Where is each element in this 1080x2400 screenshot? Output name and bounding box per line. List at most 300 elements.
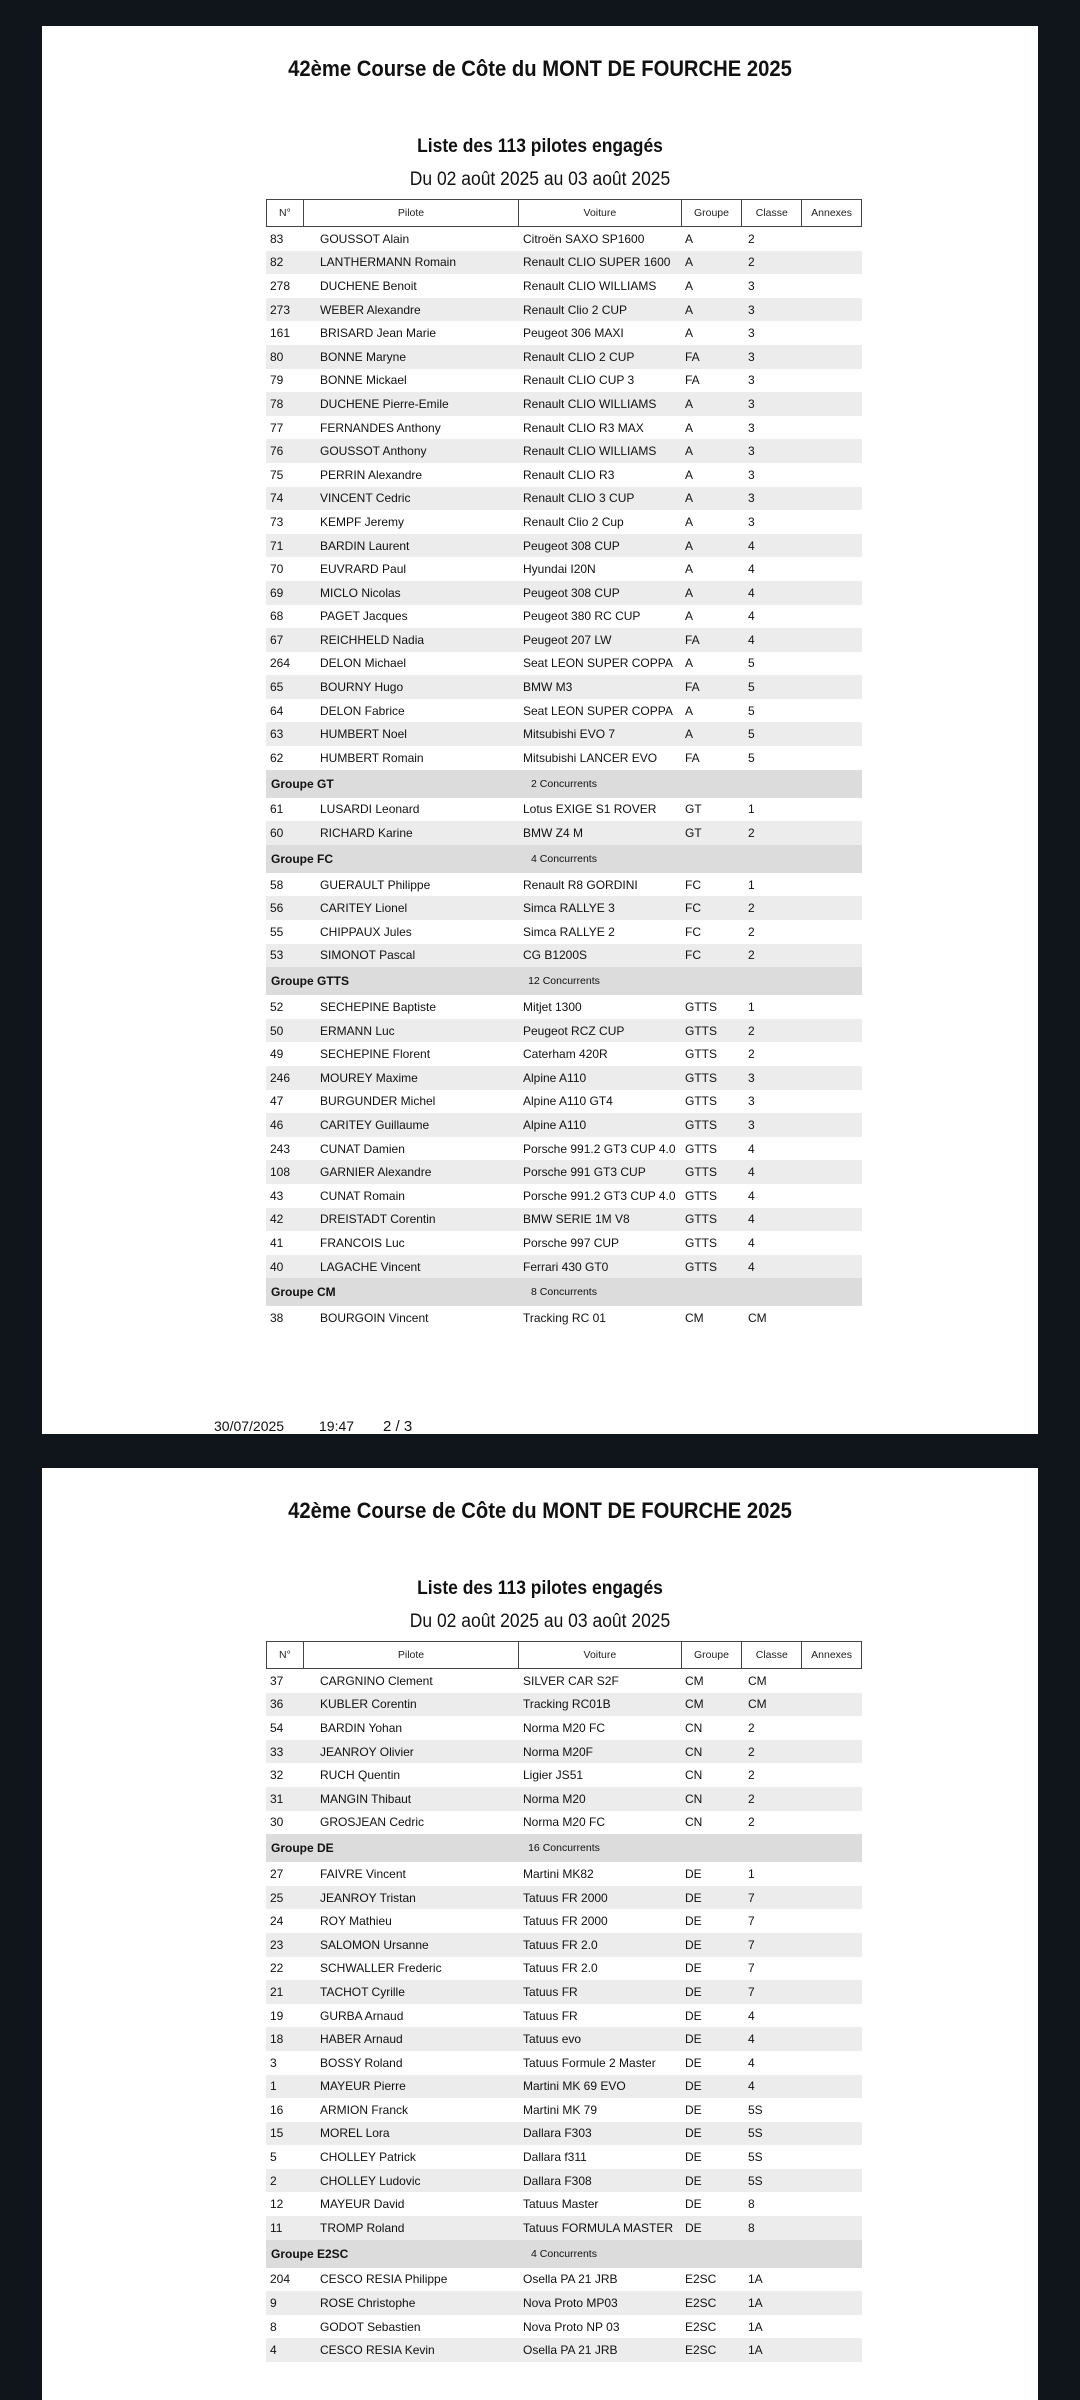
cell-groupe: GTTS <box>685 1000 717 1015</box>
cell-classe: 2 <box>748 826 755 841</box>
cell-num: 46 <box>270 1117 284 1132</box>
table-row <box>266 1231 862 1255</box>
group-label: Groupe DE <box>271 1841 334 1856</box>
header-classe: Classe <box>742 1642 802 1668</box>
table-row <box>266 995 862 1019</box>
cell-voiture: Alpine A110 <box>523 1070 587 1085</box>
cell-voiture: Tracking RC01B <box>523 1697 611 1712</box>
cell-pilote: JEANROY Tristan <box>320 1890 416 1905</box>
cell-groupe: CN <box>685 1768 703 1783</box>
cell-num: 70 <box>270 562 284 577</box>
footer-time: 19:47 <box>319 1418 355 1434</box>
cell-pilote: HUMBERT Romain <box>320 750 424 765</box>
table-row <box>266 463 862 487</box>
table-row <box>266 2075 862 2099</box>
header-groupe: Groupe <box>682 200 743 226</box>
cell-groupe: A <box>685 396 694 411</box>
header-groupe: Groupe <box>682 1642 743 1668</box>
cell-classe: 2 <box>748 924 755 939</box>
cell-groupe: CN <box>685 1815 703 1830</box>
table-row <box>266 2098 862 2122</box>
cell-voiture: Renault CLIO WILLIAMS <box>523 396 657 411</box>
cell-groupe: CN <box>685 1744 703 1759</box>
cell-classe: 2 <box>748 1815 755 1830</box>
cell-classe: CM <box>748 1311 767 1326</box>
table-row <box>266 746 862 770</box>
cell-pilote: BOURNY Hugo <box>320 680 404 695</box>
cell-num: 1 <box>270 2079 277 2094</box>
cell-pilote: RUCH Quentin <box>320 1768 401 1783</box>
group-header <box>266 845 862 873</box>
cell-classe: 5S <box>748 2173 763 2188</box>
table-row <box>266 1306 862 1330</box>
cell-classe: 4 <box>748 632 755 647</box>
cell-pilote: REICHHELD Nadia <box>320 632 425 647</box>
cell-pilote: PAGET Jacques <box>320 609 408 624</box>
cell-num: 54 <box>270 1720 284 1735</box>
cell-pilote: HABER Arnaud <box>320 2032 403 2047</box>
cell-groupe: DE <box>685 1866 702 1881</box>
cell-voiture: Renault CLIO 2 CUP <box>523 349 635 364</box>
cell-num: 73 <box>270 514 284 529</box>
group-label: Groupe FC <box>271 851 333 866</box>
cell-voiture: Simca RALLYE 2 <box>523 924 615 939</box>
list-title: Liste des 113 pilotes engagés <box>417 136 663 157</box>
cell-num: 69 <box>270 585 284 600</box>
cell-voiture: Norma M20F <box>523 1744 594 1759</box>
footer-page-number: 2 / 3 <box>383 1418 413 1435</box>
cell-num: 33 <box>270 1744 284 1759</box>
cell-groupe: DE <box>685 1914 702 1929</box>
cell-classe: 2 <box>748 948 755 963</box>
entrants-table <box>266 1641 862 2362</box>
cell-voiture: Porsche 991.2 GT3 CUP 4.0 <box>523 1141 676 1156</box>
table-row <box>266 345 862 369</box>
entrants-table <box>266 199 862 1330</box>
cell-classe: 3 <box>748 326 755 341</box>
table-row <box>266 1763 862 1787</box>
cell-pilote: HUMBERT Noel <box>320 727 407 742</box>
cell-num: 68 <box>270 609 284 624</box>
cell-voiture: Tatuus FR <box>523 1984 578 1999</box>
cell-classe: 5S <box>748 2102 763 2117</box>
cell-num: 78 <box>270 396 284 411</box>
table-row <box>266 873 862 897</box>
cell-num: 77 <box>270 420 284 435</box>
table-row <box>266 2268 862 2292</box>
table-row <box>266 581 862 605</box>
cell-groupe: GTTS <box>685 1023 717 1038</box>
cell-voiture: Renault R8 GORDINI <box>523 877 638 892</box>
cell-pilote: SALOMON Ursanne <box>320 1937 429 1952</box>
cell-voiture: Renault CLIO WILLIAMS <box>523 278 657 293</box>
cell-classe: 1 <box>748 802 755 817</box>
cell-pilote: BURGUNDER Michel <box>320 1094 436 1109</box>
group-label: Groupe CM <box>271 1285 336 1300</box>
cell-classe: 2 <box>748 1744 755 1759</box>
cell-pilote: ROSE Christophe <box>320 2296 416 2311</box>
cell-num: 65 <box>270 680 284 695</box>
cell-groupe: GTTS <box>685 1188 717 1203</box>
cell-groupe: FA <box>685 373 700 388</box>
cell-voiture: Nova Proto NP 03 <box>523 2319 620 2334</box>
cell-voiture: Martini MK82 <box>523 1866 594 1881</box>
table-body <box>266 1669 862 2362</box>
cell-pilote: PERRIN Alexandre <box>320 467 423 482</box>
cell-groupe: GTTS <box>685 1212 717 1227</box>
cell-num: 19 <box>270 2008 284 2023</box>
header-classe: Classe <box>742 200 802 226</box>
cell-voiture: Peugeot 207 LW <box>523 632 612 647</box>
cell-groupe: E2SC <box>685 2296 717 2311</box>
cell-pilote: BOSSY Roland <box>320 2055 403 2070</box>
cell-classe: 3 <box>748 302 755 317</box>
cell-pilote: CARGNINO Clement <box>320 1673 433 1688</box>
cell-pilote: LANTHERMANN Romain <box>320 255 457 270</box>
group-count: 4 Concurrents <box>531 852 597 865</box>
table-row <box>266 1255 862 1279</box>
cell-classe: 2 <box>748 1023 755 1038</box>
group-label: Groupe GT <box>271 776 334 791</box>
cell-groupe: E2SC <box>685 2319 717 2334</box>
cell-num: 246 <box>270 1070 291 1085</box>
cell-groupe: A <box>685 585 694 600</box>
cell-classe: 3 <box>748 349 755 364</box>
cell-num: 62 <box>270 750 284 765</box>
cell-groupe: A <box>685 444 694 459</box>
cell-classe: 4 <box>748 609 755 624</box>
table-row <box>266 1886 862 1910</box>
cell-groupe: FC <box>685 901 701 916</box>
table-header <box>266 1641 862 1669</box>
table-row <box>266 2216 862 2240</box>
cell-voiture: Martini MK 79 <box>523 2102 598 2117</box>
cell-voiture: Renault CLIO R3 MAX <box>523 420 644 435</box>
cell-classe: 2 <box>748 1047 755 1062</box>
cell-classe: 4 <box>748 1141 755 1156</box>
cell-pilote: ARMION Franck <box>320 2102 409 2117</box>
table-row <box>266 439 862 463</box>
table-row <box>266 2192 862 2216</box>
cell-classe: 7 <box>748 1937 755 1952</box>
cell-voiture: Citroën SAXO SP1600 <box>523 231 645 246</box>
cell-classe: CM <box>748 1697 767 1712</box>
cell-groupe: DE <box>685 2032 702 2047</box>
cell-voiture: Lotus EXIGE S1 ROVER <box>523 802 657 817</box>
cell-pilote: DELON Michael <box>320 656 407 671</box>
group-count: 8 Concurrents <box>531 1286 597 1299</box>
cell-voiture: Peugeot RCZ CUP <box>523 1023 625 1038</box>
cell-pilote: FERNANDES Anthony <box>320 420 441 435</box>
table-body <box>266 227 862 1330</box>
table-row <box>266 1042 862 1066</box>
cell-voiture: Peugeot 308 CUP <box>523 585 620 600</box>
cell-groupe: CM <box>685 1697 704 1712</box>
cell-groupe: DE <box>685 2220 702 2235</box>
cell-classe: 4 <box>748 2079 755 2094</box>
cell-num: 278 <box>270 278 291 293</box>
cell-pilote: CUNAT Damien <box>320 1141 405 1156</box>
cell-num: 11 <box>270 2220 283 2235</box>
cell-voiture: Mitjet 1300 <box>523 1000 582 1015</box>
list-title: Liste des 113 pilotes engagés <box>417 1578 663 1599</box>
cell-num: 82 <box>270 255 284 270</box>
cell-groupe: A <box>685 420 694 435</box>
table-row <box>266 2145 862 2169</box>
cell-groupe: CN <box>685 1720 703 1735</box>
header-voiture: Voiture <box>519 1642 681 1668</box>
cell-num: 36 <box>270 1697 284 1712</box>
cell-classe: 4 <box>748 1188 755 1203</box>
table-row <box>266 1693 862 1717</box>
table-row <box>266 1933 862 1957</box>
cell-num: 50 <box>270 1023 284 1038</box>
cell-pilote: MOREL Lora <box>320 2126 390 2141</box>
cell-voiture: Dallara f311 <box>523 2150 587 2165</box>
cell-num: 273 <box>270 302 291 317</box>
table-row <box>266 487 862 511</box>
cell-pilote: BOURGOIN Vincent <box>320 1311 429 1326</box>
cell-pilote: MANGIN Thibaut <box>320 1791 412 1806</box>
cell-voiture: Norma M20 FC <box>523 1815 606 1830</box>
cell-voiture: BMW M3 <box>523 680 573 695</box>
cell-voiture: Hyundai I20N <box>523 562 596 577</box>
cell-groupe: FA <box>685 632 700 647</box>
cell-groupe: FC <box>685 877 701 892</box>
cell-classe: 7 <box>748 1890 755 1905</box>
cell-classe: 1A <box>748 2343 763 2358</box>
table-row <box>266 1669 862 1693</box>
cell-groupe: A <box>685 326 694 341</box>
table-row <box>266 1909 862 1933</box>
table-row <box>266 896 862 920</box>
cell-classe: 5 <box>748 680 755 695</box>
cell-groupe: E2SC <box>685 2343 717 2358</box>
cell-num: 32 <box>270 1768 284 1783</box>
cell-classe: 3 <box>748 514 755 529</box>
cell-classe: 5 <box>748 703 755 718</box>
cell-classe: 4 <box>748 2008 755 2023</box>
table-row <box>266 798 862 822</box>
cell-voiture: Tatuus Master <box>523 2197 599 2212</box>
table-row <box>266 2291 862 2315</box>
cell-classe: 1 <box>748 1000 755 1015</box>
table-row <box>266 1208 862 1232</box>
cell-groupe: DE <box>685 2079 702 2094</box>
cell-num: 40 <box>270 1259 284 1274</box>
cell-pilote: BONNE Mickael <box>320 373 407 388</box>
cell-voiture: Norma M20 FC <box>523 1720 606 1735</box>
cell-voiture: Dallara F303 <box>523 2126 592 2141</box>
cell-classe: 4 <box>748 562 755 577</box>
cell-num: 264 <box>270 656 291 671</box>
cell-pilote: MAYEUR Pierre <box>320 2079 406 2094</box>
cell-num: 204 <box>270 2272 291 2287</box>
cell-num: 74 <box>270 491 284 506</box>
table-row <box>266 369 862 393</box>
cell-groupe: A <box>685 231 694 246</box>
cell-voiture: Tatuus FR 2.0 <box>523 1937 598 1952</box>
cell-pilote: CESCO RESIA Philippe <box>320 2272 448 2287</box>
cell-voiture: Caterham 420R <box>523 1047 608 1062</box>
cell-num: 243 <box>270 1141 291 1156</box>
cell-classe: 3 <box>748 373 755 388</box>
cell-voiture: Ferrari 430 GT0 <box>523 1259 609 1274</box>
cell-groupe: A <box>685 703 694 718</box>
cell-num: 47 <box>270 1094 284 1109</box>
table-row <box>266 1019 862 1043</box>
table-row <box>266 2338 862 2362</box>
cell-voiture: CG B1200S <box>523 948 588 963</box>
cell-voiture: Mitsubishi EVO 7 <box>523 727 616 742</box>
cell-groupe: DE <box>685 2008 702 2023</box>
cell-num: 55 <box>270 924 284 939</box>
cell-pilote: ROY Mathieu <box>320 1914 392 1929</box>
table-row <box>266 1090 862 1114</box>
cell-classe: 1 <box>748 1866 755 1881</box>
cell-groupe: A <box>685 278 694 293</box>
cell-pilote: BARDIN Laurent <box>320 538 410 553</box>
table-row <box>266 699 862 723</box>
table-row <box>266 251 862 275</box>
cell-pilote: MAYEUR David <box>320 2197 405 2212</box>
cell-classe: 4 <box>748 2055 755 2070</box>
cell-groupe: GTTS <box>685 1117 717 1132</box>
cell-pilote: VINCENT Cedric <box>320 491 411 506</box>
cell-pilote: CHIPPAUX Jules <box>320 924 412 939</box>
cell-num: 21 <box>270 1984 284 1999</box>
header-num: N° <box>267 1642 304 1668</box>
cell-classe: 3 <box>748 396 755 411</box>
cell-num: 25 <box>270 1890 284 1905</box>
cell-groupe: A <box>685 302 694 317</box>
table-row <box>266 2315 862 2339</box>
cell-groupe: CM <box>685 1311 704 1326</box>
cell-voiture: Renault CLIO SUPER 1600 <box>523 255 671 270</box>
cell-voiture: Porsche 991.2 GT3 CUP 4.0 <box>523 1188 676 1203</box>
cell-voiture: Seat LEON SUPER COPPA <box>523 703 673 718</box>
cell-voiture: Tatuus FR <box>523 2008 578 2023</box>
cell-pilote: DUCHENE Pierre-Emile <box>320 396 449 411</box>
cell-num: 8 <box>270 2319 277 2334</box>
cell-num: 76 <box>270 444 284 459</box>
cell-classe: 3 <box>748 467 755 482</box>
cell-pilote: SCHWALLER Frederic <box>320 1961 442 1976</box>
cell-voiture: Renault Clio 2 CUP <box>523 302 628 317</box>
cell-pilote: GOUSSOT Anthony <box>320 444 427 459</box>
cell-num: 60 <box>270 826 284 841</box>
cell-pilote: SIMONOT Pascal <box>320 948 416 963</box>
cell-classe: 5 <box>748 750 755 765</box>
cell-classe: 3 <box>748 1094 755 1109</box>
cell-pilote: CHOLLEY Ludovic <box>320 2173 421 2188</box>
group-header <box>266 967 862 995</box>
cell-voiture: Martini MK 69 EVO <box>523 2079 626 2094</box>
cell-classe: 3 <box>748 491 755 506</box>
cell-pilote: BONNE Maryne <box>320 349 407 364</box>
cell-pilote: GUERAULT Philippe <box>320 877 431 892</box>
group-header <box>266 770 862 798</box>
cell-voiture: Renault CLIO 3 CUP <box>523 491 635 506</box>
cell-groupe: GT <box>685 802 702 817</box>
cell-groupe: CM <box>685 1673 704 1688</box>
cell-pilote: LUSARDI Leonard <box>320 802 420 817</box>
cell-voiture: BMW SERIE 1M V8 <box>523 1212 630 1227</box>
cell-num: 52 <box>270 1000 284 1015</box>
cell-classe: 2 <box>748 231 755 246</box>
cell-num: 30 <box>270 1815 284 1830</box>
cell-pilote: CARITEY Lionel <box>320 901 408 916</box>
cell-num: 12 <box>270 2197 284 2212</box>
table-row <box>266 2122 862 2146</box>
cell-groupe: GT <box>685 826 702 841</box>
cell-voiture: Mitsubishi LANCER EVO <box>523 750 658 765</box>
group-label: Groupe GTTS <box>271 974 349 989</box>
cell-voiture: Tatuus FR 2000 <box>523 1914 608 1929</box>
cell-groupe: CN <box>685 1791 703 1806</box>
cell-groupe: DE <box>685 2150 702 2165</box>
cell-groupe: DE <box>685 2197 702 2212</box>
cell-num: 27 <box>270 1866 284 1881</box>
table-row <box>266 1160 862 1184</box>
cell-groupe: GTTS <box>685 1235 717 1250</box>
cell-pilote: MICLO Nicolas <box>320 585 401 600</box>
cell-voiture: Nova Proto MP03 <box>523 2296 618 2311</box>
table-row <box>266 557 862 581</box>
cell-voiture: Alpine A110 <box>523 1117 587 1132</box>
cell-voiture: Tatuus FR 2000 <box>523 1890 608 1905</box>
event-title: 42ème Course de Côte du MONT DE FOURCHE 2025 <box>288 56 792 81</box>
table-row <box>266 652 862 676</box>
cell-num: 5 <box>270 2150 277 2165</box>
cell-num: 58 <box>270 877 284 892</box>
group-count: 12 Concurrents <box>528 975 600 988</box>
cell-pilote: DUCHENE Benoit <box>320 278 417 293</box>
table-row <box>266 1787 862 1811</box>
cell-classe: 3 <box>748 444 755 459</box>
cell-num: 16 <box>270 2102 284 2117</box>
cell-num: 15 <box>270 2126 284 2141</box>
table-row <box>266 1862 862 1886</box>
cell-pilote: ERMANN Luc <box>320 1023 395 1038</box>
cell-voiture: Tracking RC 01 <box>523 1311 606 1326</box>
cell-pilote: BARDIN Yohan <box>320 1720 403 1735</box>
cell-num: 56 <box>270 901 284 916</box>
cell-classe: 3 <box>748 1070 755 1085</box>
cell-voiture: Peugeot 306 MAXI <box>523 326 624 341</box>
header-annexes: Annexes <box>811 1649 853 1661</box>
cell-classe: 4 <box>748 2032 755 2047</box>
cell-groupe: A <box>685 255 694 270</box>
cell-classe: 7 <box>748 1914 755 1929</box>
cell-groupe: DE <box>685 2102 702 2117</box>
cell-classe: 7 <box>748 1984 755 1999</box>
cell-pilote: CARITEY Guillaume <box>320 1117 430 1132</box>
table-row <box>266 722 862 746</box>
cell-voiture: Dallara F308 <box>523 2173 592 2188</box>
cell-pilote: MOUREY Maxime <box>320 1070 418 1085</box>
cell-pilote: CHOLLEY Patrick <box>320 2150 416 2165</box>
cell-classe: 4 <box>748 585 755 600</box>
table-row <box>266 534 862 558</box>
cell-classe: 4 <box>748 1165 755 1180</box>
cell-groupe: DE <box>685 1890 702 1905</box>
cell-groupe: DE <box>685 2055 702 2070</box>
cell-num: 31 <box>270 1791 284 1806</box>
cell-num: 49 <box>270 1047 284 1062</box>
cell-groupe: GTTS <box>685 1141 717 1156</box>
cell-pilote: FAIVRE Vincent <box>320 1866 406 1881</box>
